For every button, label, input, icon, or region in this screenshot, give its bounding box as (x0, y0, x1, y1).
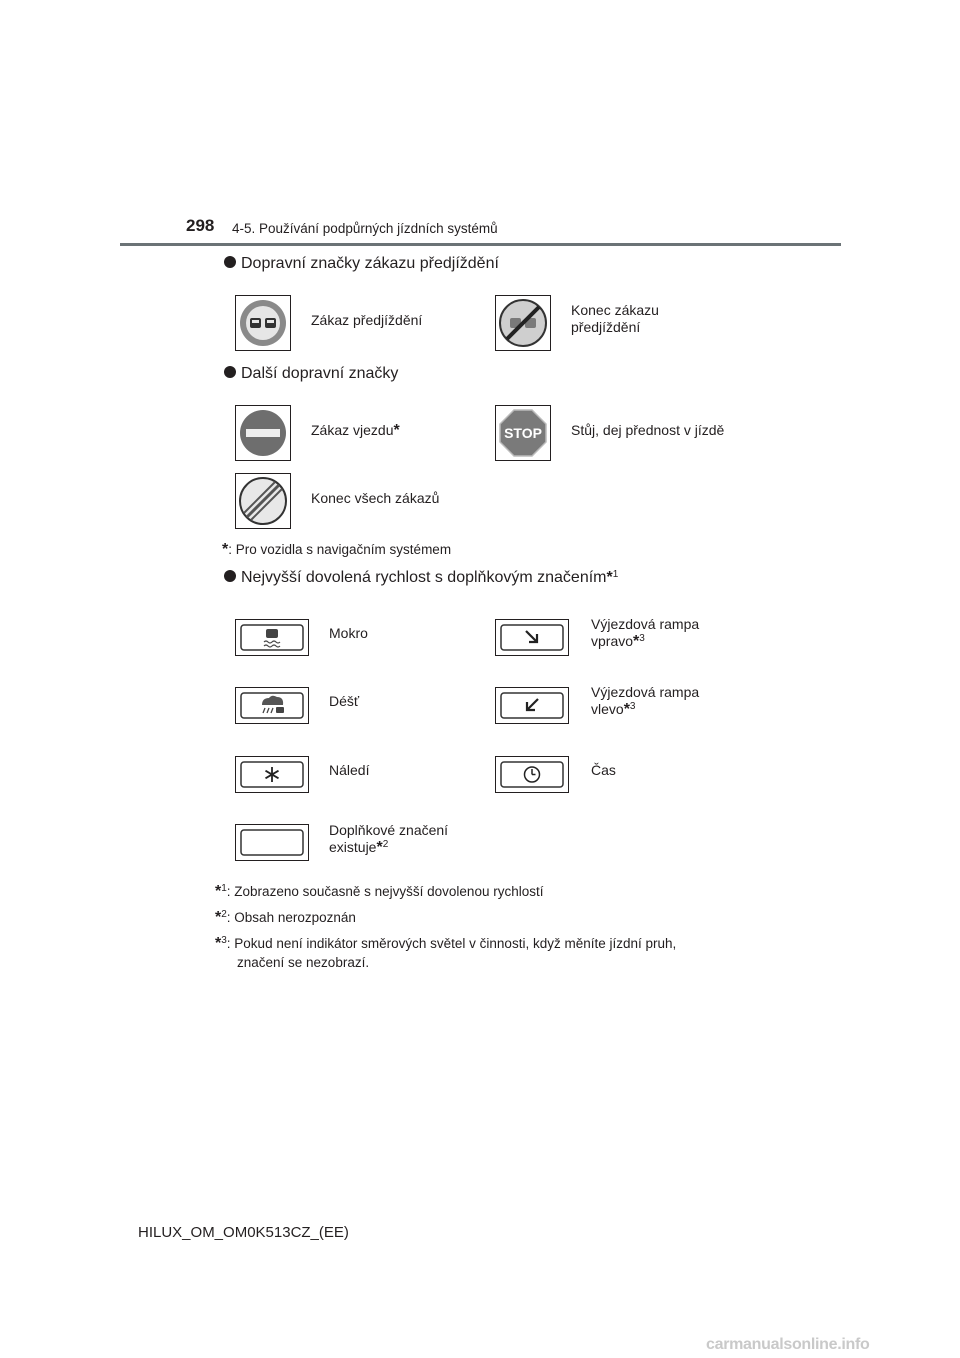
no-entry-sign-icon (235, 405, 291, 461)
chapter-title: 4-5. Používání podpůrných jízdních systémů (232, 221, 498, 236)
label-ramp-left: Výjezdová rampa vlevo*$^3$ (591, 684, 700, 718)
end-all-restrictions-sign-icon (235, 473, 291, 529)
stop-sign-icon (495, 405, 551, 461)
header-divider (120, 243, 841, 246)
stop-sign-text: STOP (504, 425, 542, 441)
watermark: carmanualsonline.info (706, 1336, 870, 1353)
label-end-no-overtaking: Konec zákazu předjíždění (571, 302, 659, 335)
blank-plate-icon (235, 824, 309, 861)
arrow-down-right-icon (495, 619, 569, 656)
label-unknown: Doplňkové značení existuje*$^2$ (329, 822, 449, 856)
footnote-2: *$^2$: Obsah nerozpoznán (215, 909, 356, 926)
footnote-1: *$^1$: Zobrazeno současně s nejvyšší dovolenou rychlostí (215, 883, 544, 900)
bullet-icon (224, 570, 236, 582)
page-number: 298 (186, 216, 215, 235)
label-ice: Náledí (329, 762, 370, 778)
label-rain: Déšť (329, 693, 360, 709)
note-navigation: *: Pro vozidla s navigačním systémem (222, 541, 452, 558)
no-overtaking-sign-icon (235, 295, 291, 351)
arrow-down-left-icon (495, 687, 569, 724)
section-heading-supplementary: Nejvyšší dovolená rychlost s doplňkovým značením*$^1$ (224, 569, 618, 587)
label-no-entry: Zákaz vjezdu* (311, 422, 400, 439)
label-stop: Stůj, dej přednost v jízdě (571, 422, 725, 438)
footnote-mark: * (393, 422, 400, 439)
section-heading-overtaking: Dopravní značky zákazu předjíždění (224, 255, 499, 273)
rain-icon (235, 687, 309, 724)
document-code: HILUX_OM_OM0K513CZ_(EE) (138, 1224, 349, 1241)
bullet-icon (224, 366, 236, 378)
clock-icon (495, 756, 569, 793)
label-no-overtaking: Zákaz předjíždění (311, 312, 423, 328)
label-end-all: Konec všech zákazů (311, 490, 440, 506)
label-time: Čas (591, 762, 616, 778)
snowflake-icon (235, 756, 309, 793)
footnote-3: *$^3$: Pokud není indikátor směrových světel v činnosti, když měníte jízdní pruh, značení se nezobrazí. (215, 935, 677, 970)
bullet-icon (224, 256, 236, 268)
section-heading-other: Další dopravní značky (224, 365, 398, 383)
label-ramp-right: Výjezdová rampa vpravo*$^3$ (591, 616, 700, 650)
wet-road-icon (235, 619, 309, 656)
label-wet: Mokro (329, 625, 368, 641)
end-no-overtaking-sign-icon (495, 295, 551, 351)
